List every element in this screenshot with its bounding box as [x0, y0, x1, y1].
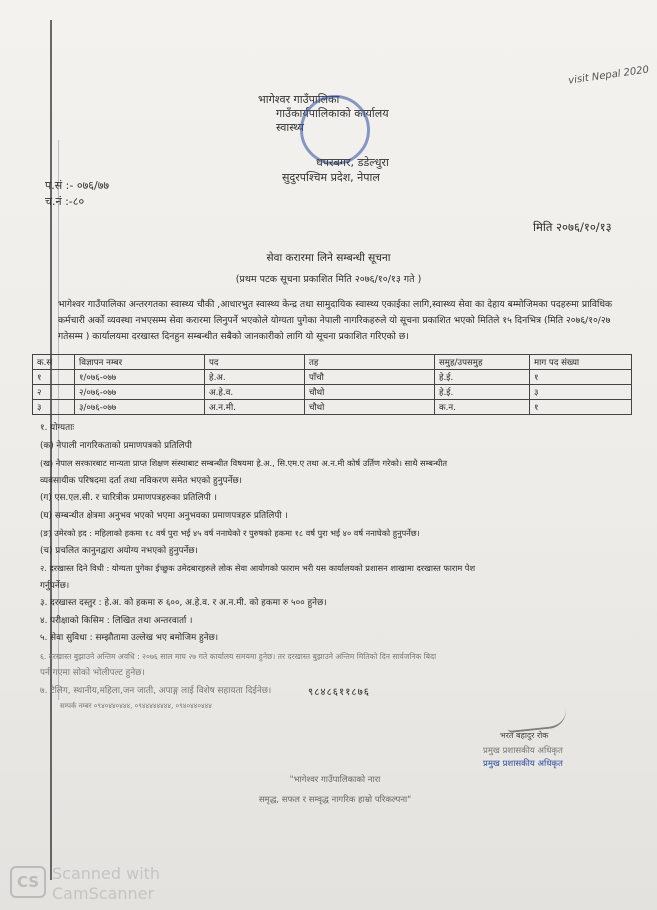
col-header: तह	[305, 355, 435, 370]
header-section: स्वास्थ्य	[276, 121, 304, 134]
table-cell: अ.न.मी.	[205, 400, 305, 415]
header-province: सुदुरपश्चिम प्रदेश, नेपाल	[282, 171, 380, 184]
table-cell: १	[530, 400, 632, 415]
table-header-row	[33, 355, 632, 370]
list-item: ४. परीक्षाको किसिम : लिखित तथा अन्तरवार्ता ।	[40, 615, 193, 626]
col-header: विज्ञापन नम्बर	[75, 355, 205, 370]
municipality-slogan	[195, 770, 475, 810]
list-item: (ग) एस.एल.सी. र चारित्रीक प्रमाणपत्रहरुका प्रतिलिपी ।	[40, 493, 217, 503]
letter-number: प.सं :- ०७६/७७	[45, 179, 110, 192]
table-cell: १	[530, 370, 632, 385]
list-item: (ङ) उमेरको हद : महिलाको हकमा १८ वर्ष पुरा भई ४५ वर्ष ननाघेको र पुरुषको हकमा १८ वर्ष पुरा भई ४० वर्ष ननाघेको हुनुपर्नेछ।	[40, 528, 420, 538]
list-item: १. योग्यताः	[40, 423, 75, 433]
table-row	[33, 370, 632, 385]
watermark-line-2: CamScanner	[52, 884, 155, 903]
header-office: गाउँकार्यपालिकाको कार्यालय	[276, 107, 389, 120]
notice-date: मिति २०७६/१०/१३	[533, 220, 612, 234]
table-cell: हे.ई.	[435, 385, 530, 400]
list-item: पर्न गएमा सोको भोलीपल्ट हुनेछ।	[40, 668, 145, 678]
handwritten-number: ९८४८६११८७६	[308, 687, 370, 698]
table-cell: क.न.	[435, 400, 530, 415]
signatory-title-line: प्रमुख प्रशासकीय अधिकृत	[483, 746, 563, 756]
notice-paragraph: भागेश्वर गाउँपालिका अन्तरगतका स्वास्थ्य चौकी ,आधारभुत स्वास्थ्य केन्द्र तथा सामुदायिक स्वास्थ्य एकाईका लागि,स्वास्थ्य सेवा का देहाय बम्मोजिमका पदहरुमा प्राविधिक कर्मचारी अर्को व्यवस्था नभएसम्म सेवा करारमा लिनुपर्ने भएकोले योग्यता पुगेका नेपाली नागरिकहरुले यो सूचना प्रकाशित भएको मितिले १५ दिनभित्र (मिति २०७६/१०/२७ गतेसम्म ) कार्यालयमा दरखास्त दिनहुन सम्बन्धीत सबैको जानकारीको लागि यो सूचना प्रकाशित गरिएको छ।	[58, 299, 613, 342]
list-item: २. दरखास्त दिने विधी : योग्यता पुगेका ईच्छुक उमेदबारहरुले लोक सेवा आयोगको फाराम भरी यस कार्यालयको प्रशासन शाखामा दरखास्त फाराम पेश	[40, 563, 476, 573]
table-cell: अ.हे.व.	[205, 385, 305, 400]
list-item: व्यवसायीक परिषदमा दर्ता तथा नविकरण समेत भएको हुनुपर्नेछ।	[40, 475, 242, 486]
signatory-stamp-line: प्रमुख प्रशासकीय अधिकृत	[483, 759, 563, 769]
table-cell: ३	[33, 400, 75, 415]
list-item: (क) नेपाली नागरिकताको प्रमाणपत्रको प्रतिलिपी	[40, 440, 192, 451]
table-cell: पाँचौ	[305, 370, 435, 385]
list-item: गर्नुपर्नेछ।	[40, 580, 70, 591]
slogan-line-1: "भागेश्वर गाउँपालिकाको नारा	[289, 775, 381, 785]
visit-nepal-logo: visit Nepal 2020	[567, 64, 650, 87]
table-cell: १	[33, 370, 75, 385]
dispatch-number: च.नं :-८०	[45, 195, 85, 208]
table-cell: ३	[530, 385, 632, 400]
vacancy-table	[32, 354, 632, 415]
contact-numbers: सम्पर्क नम्बर ०९४०४४०४४४, ०९४४४४४४४४, ०९४०४४०४४४	[60, 702, 212, 710]
table-row	[33, 385, 632, 400]
table-cell: १/०७६-०७७	[75, 370, 205, 385]
table-row	[33, 400, 632, 415]
table-cell: ३/०७६-०७७	[75, 400, 205, 415]
table-cell: हे.अ.	[205, 370, 305, 385]
list-item: ७. टेलिग, स्थानीय,महिला,जन जाती, अपाङ्ग लाई विशेष सहायता दिईनेछ।	[40, 685, 272, 696]
watermark-line-1: Scanned with	[52, 864, 161, 883]
list-item: (च) प्रचलित कानुनद्वारा अयोग्य नभएको हुनुपर्नेछ।	[40, 545, 198, 556]
list-item: ५. सेवा सुविधा : सम्झौतामा उल्लेख भए बमोजिम हुनेछ।	[40, 633, 219, 643]
list-item: (ख) नेपाल सरकारबाट मान्यता प्राप्त शिक्षण संस्थाबाट सम्बन्धीत विषयमा हे.अ., सि.एम.ए तथा अ.न.मी कोर्ष उर्तिण गरेको। साथै सम्बन्धीत	[40, 458, 448, 468]
table-cell: २/०७६-०७७	[75, 385, 205, 400]
list-item: (घ) सम्बन्धीत क्षेत्रमा अनुभव भएको भएमा अनुभवका प्रमाणपत्रहरु प्रतिलिपी ।	[40, 510, 288, 521]
header-municipality: भागेश्वर गाउँपालिका	[258, 93, 340, 106]
table-cell: २	[33, 385, 75, 400]
camscanner-logo-icon: CS	[10, 866, 46, 898]
notice-subtitle: (प्रथम पटक सूचना प्रकाशित मिति २०७६/१०/१३ गते )	[235, 274, 422, 285]
list-item: ३. दरखास्त दस्तुर : हे.अ. को हकमा रु ६००, अ.हे.व. र अ.न.मी. को हकमा रु ५०० हुनेछ।	[40, 598, 327, 608]
list-item: ६. दरखास्त बुझाउने अन्तिम अवधि : २०७६ साल माघ २७ गते कार्यालय समयमा हुनेछ। तर दरखास्त बुझाउने अन्तिम मितिको दिन सार्वजनिक बिदा	[40, 651, 437, 661]
requirements-list	[40, 420, 640, 700]
table-cell: चौथो	[305, 385, 435, 400]
col-header: माग पद संख्या	[530, 355, 632, 370]
slogan-line-2: समृद्ध, सफल र सम्वृद्ध नागरिक हाम्रो परिकल्पना"	[258, 795, 412, 805]
signatory-name: भरत बहादुर रोक	[500, 731, 549, 740]
col-header: पद	[205, 355, 305, 370]
col-header: समुह/उपसमुह	[435, 355, 530, 370]
signatory-title	[483, 745, 563, 771]
table-cell: चौथो	[305, 400, 435, 415]
notice-title: सेवा करारमा लिने सम्बन्धी सूचना	[266, 252, 391, 264]
col-header: क.सं	[33, 355, 75, 370]
table-cell: हे.ई.	[435, 370, 530, 385]
camscanner-watermark	[52, 864, 160, 904]
header-address: धपरबगर, डडेल्धुरा	[316, 156, 389, 169]
